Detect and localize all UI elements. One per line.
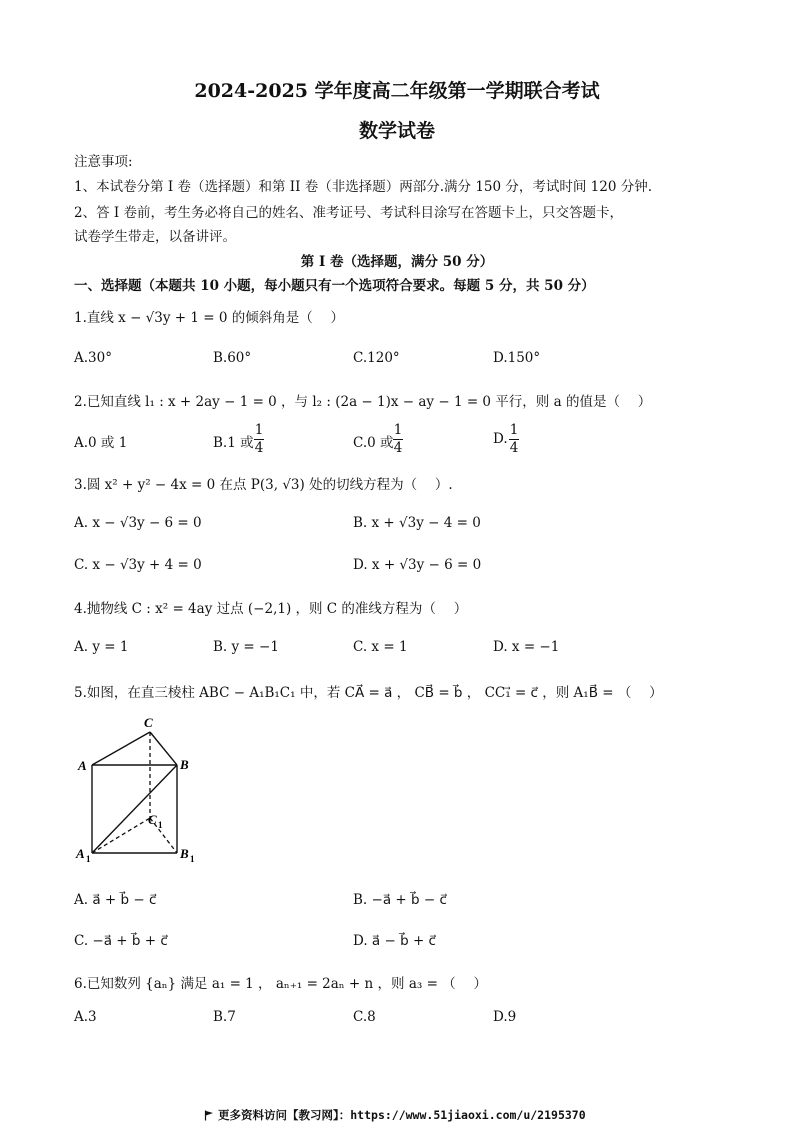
part-title: 一、选择题（本题共 10 小题，每小题只有一个选项符合要求。每题 5 分，共 50 分） [74, 278, 595, 294]
label-b: B [180, 757, 189, 772]
question-5-stem: 5.如图，在直三棱柱 ABC − A₁B₁C₁ 中，若 CA⃗ = a⃗ ， CB⃗ = b⃗ ， CC₁⃗ = c⃗ ，则 A₁B⃗ = （ ） [74, 685, 663, 701]
q4-option-d[interactable]: D. x = −1 [493, 639, 560, 655]
label-a1: A [76, 846, 85, 861]
q4-option-a[interactable]: A. y = 1 [74, 639, 129, 655]
fraction-denominator: 4 [393, 440, 403, 456]
q3-option-b[interactable]: B. x + √3y − 4 = 0 [353, 515, 481, 531]
q6-option-b[interactable]: B.7 [213, 1009, 236, 1025]
notes-line-3: 试卷学生带走，以备讲评。 [74, 229, 236, 245]
q5-option-a[interactable]: A. a⃗ + b⃗ − c⃗ [74, 892, 157, 908]
q2-b-fraction [254, 422, 264, 456]
fraction-numerator: 1 [509, 422, 519, 438]
q2-d-fraction [509, 422, 519, 456]
prism-figure [70, 712, 210, 872]
label-a1-sub: 1 [86, 854, 91, 864]
label-b1: B [180, 846, 189, 861]
exam-title: 2024-2025 学年度高二年级第一学期联合考试 [194, 80, 600, 102]
label-b1-sub: 1 [190, 854, 195, 864]
question-2-stem: 2.已知直线 l₁ : x + 2ay − 1 = 0 ，与 l₂ : (2a − 1)x − ay − 1 = 0 平行，则 a 的值是（ ） [74, 394, 652, 410]
q1-option-a[interactable]: A.30° [74, 350, 112, 366]
footer-link[interactable] [204, 1107, 586, 1123]
q2-option-c[interactable]: C.0 或 [353, 435, 394, 451]
question-6-stem: 6.已知数列 {aₙ} 满足 a₁ = 1 ， aₙ₊₁ = 2aₙ + n ，则 a₃ = （ ） [74, 976, 487, 992]
notes-heading: 注意事项: [74, 154, 133, 170]
fraction-numerator: 1 [254, 422, 264, 438]
q1-option-c[interactable]: C.120° [353, 350, 400, 366]
q6-option-d[interactable]: D.9 [493, 1009, 517, 1025]
question-1-stem: 1.直线 x − √3y + 1 = 0 的倾斜角是（ ） [74, 310, 345, 326]
q2-option-a[interactable]: A.0 或 1 [74, 435, 128, 451]
q1-option-d[interactable]: D.150° [493, 350, 541, 366]
label-c: C [144, 715, 153, 730]
q3-option-d[interactable]: D. x + √3y − 6 = 0 [353, 557, 482, 573]
label-c1-sub: 1 [158, 820, 163, 830]
fraction-denominator: 4 [509, 440, 519, 456]
question-3-stem: 3.圆 x² + y² − 4x = 0 在点 P(3, √3) 处的切线方程为（ ）. [74, 477, 453, 493]
q5-option-c[interactable]: C. −a⃗ + b⃗ + c⃗ [74, 933, 168, 949]
edge-ac [92, 732, 150, 765]
q2-c-fraction [393, 422, 403, 456]
q2-option-d[interactable]: D. [493, 431, 508, 447]
notes-line-1: 1、本试卷分第 I 卷（选择题）和第 II 卷（非选择题）两部分.满分 150 分，考试时间 120 分钟. [74, 179, 653, 195]
q1-option-b[interactable]: B.60° [213, 350, 252, 366]
fraction-numerator: 1 [393, 422, 403, 438]
exam-subtitle: 数学试卷 [358, 120, 435, 142]
label-c1: C [148, 812, 157, 827]
label-a: A [78, 758, 87, 773]
q3-option-a[interactable]: A. x − √3y − 6 = 0 [74, 515, 202, 531]
fraction-denominator: 4 [254, 440, 264, 456]
q4-option-b[interactable]: B. y = −1 [213, 639, 279, 655]
question-4-stem: 4.抛物线 C : x² = 4ay 过点 (−2,1) ，则 C 的准线方程为（ ） [74, 601, 468, 617]
q5-option-d[interactable]: D. a⃗ − b⃗ + c⃗ [353, 933, 436, 949]
q6-option-a[interactable]: A.3 [74, 1009, 97, 1025]
q3-option-c[interactable]: C. x − √3y + 4 = 0 [74, 557, 202, 573]
footer-text: 更多资料访问【教习网】：https://www.51jiaoxi.com/u/2195370 [218, 1108, 586, 1122]
q5-option-b[interactable]: B. −a⃗ + b⃗ − c⃗ [353, 892, 447, 908]
edge-a1b [92, 765, 177, 853]
notes-line-2: 2、答 I 卷前，考生务必将自己的姓名、准考证号、考试科目涂写在答题卡上，只交答题卡， [74, 205, 624, 221]
volume-title: 第 I 卷（选择题，满分 50 分） [300, 254, 494, 270]
q2-option-b[interactable]: B.1 或 [213, 435, 254, 451]
flag-icon [204, 1110, 214, 1121]
q6-option-c[interactable]: C.8 [353, 1009, 376, 1025]
edge-cb [150, 732, 177, 765]
q4-option-c[interactable]: C. x = 1 [353, 639, 408, 655]
